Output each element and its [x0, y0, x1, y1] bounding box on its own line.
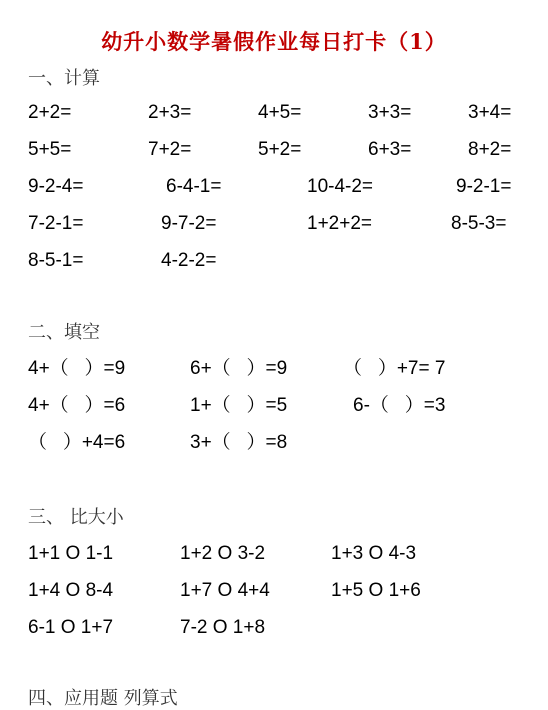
compare-problem: 7-2 O 1+8: [180, 617, 266, 638]
fill-blank-problem: 4+（ ）=9: [28, 358, 126, 379]
fill-blank-problem: 1+（ ）=5: [190, 395, 288, 416]
calc-problem: 8-5-3=: [451, 213, 507, 234]
compare-problem: 1+1 O 1-1: [28, 543, 114, 564]
calc-problem: 5+5=: [28, 139, 72, 160]
calc-problem: 5+2=: [258, 139, 302, 160]
calc-problem: 8+2=: [468, 139, 512, 160]
fill-blank-problem: 6-（ ）=3: [353, 395, 446, 416]
fill-blank-problem: （ ）+7= 7: [343, 358, 446, 379]
calc-problem: 3+3=: [368, 102, 412, 123]
fill-blank-problem: （ ）+4=6: [28, 432, 126, 453]
section-heading-word-problems: 四、应用题 列算式: [28, 688, 178, 709]
compare-problem: 1+5 O 1+6: [331, 580, 421, 601]
compare-problem: 1+7 O 4+4: [180, 580, 270, 601]
compare-problem: 6-1 O 1+7: [28, 617, 114, 638]
section-heading-fill-blank: 二、填空: [28, 322, 100, 343]
page-title: 幼升小数学暑假作业每日打卡（1）: [101, 29, 447, 54]
calc-problem: 4-2-2=: [161, 250, 217, 271]
fill-blank-problem: 3+（ ）=8: [190, 432, 288, 453]
section-heading-compare: 三、 比大小: [28, 507, 124, 528]
calc-problem: 7+2=: [148, 139, 192, 160]
calc-problem: 9-2-4=: [28, 176, 84, 197]
calc-problem: 3+4=: [468, 102, 512, 123]
fill-blank-problem: 6+（ ）=9: [190, 358, 288, 379]
calc-problem: 6+3=: [368, 139, 412, 160]
section-heading-calculation: 一、计算: [28, 68, 100, 89]
fill-blank-problem: 4+（ ）=6: [28, 395, 126, 416]
calc-problem: 8-5-1=: [28, 250, 84, 271]
calc-problem: 2+3=: [148, 102, 192, 123]
calc-problem: 9-2-1=: [456, 176, 512, 197]
compare-problem: 1+2 O 3-2: [180, 543, 266, 564]
calc-problem: 4+5=: [258, 102, 302, 123]
compare-problem: 1+4 O 8-4: [28, 580, 114, 601]
calc-problem: 2+2=: [28, 102, 72, 123]
calc-problem: 9-7-2=: [161, 213, 217, 234]
calc-problem: 6-4-1=: [166, 176, 222, 197]
calc-problem: 10-4-2=: [307, 176, 374, 197]
calc-problem: 7-2-1=: [28, 213, 84, 234]
compare-problem: 1+3 O 4-3: [331, 543, 417, 564]
calc-problem: 1+2+2=: [307, 213, 372, 234]
